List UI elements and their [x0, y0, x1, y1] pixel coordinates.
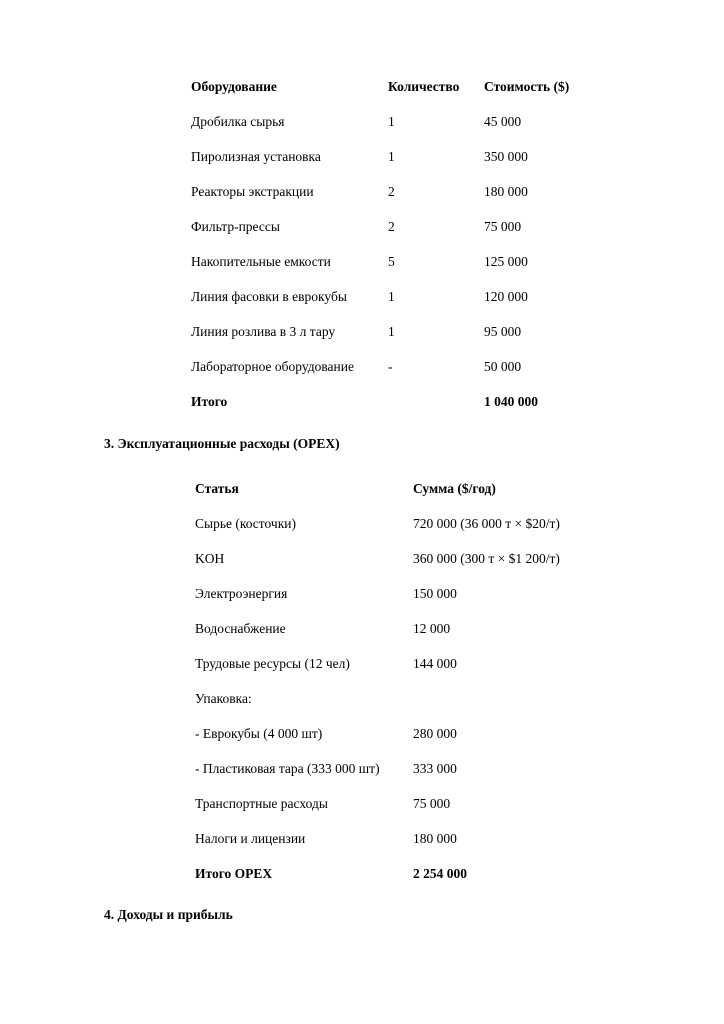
- equipment-cost: 75 000: [484, 218, 522, 234]
- table-row: [195, 611, 613, 646]
- opex-item: - Пластиковая тара (333 000 шт): [195, 760, 380, 776]
- equipment-name: Дробилка сырья: [191, 113, 285, 129]
- total-quantity: [388, 384, 484, 419]
- equipment-name: Фильтр-прессы: [191, 218, 280, 234]
- table-row: [191, 139, 604, 174]
- section-heading-opex: 3. Эксплуатационные расходы (OPEX): [104, 436, 340, 451]
- opex-item: Транспортные расходы: [195, 795, 328, 811]
- table-row: [191, 349, 604, 384]
- equipment-name: Пиролизная установка: [191, 148, 321, 164]
- opex-amount: 280 000: [413, 725, 457, 741]
- equipment-quantity: 2: [388, 183, 395, 199]
- opex-item: Трудовые ресурсы (12 чел): [195, 655, 350, 671]
- equipment-name: Реакторы экстракции: [191, 183, 314, 199]
- table-row: [191, 104, 604, 139]
- equipment-cost: 120 000: [484, 288, 528, 304]
- total-label: Итого: [191, 393, 228, 409]
- equipment-quantity: 2: [388, 218, 395, 234]
- equipment-quantity: 5: [388, 253, 395, 269]
- opex-item: Электроэнергия: [195, 585, 288, 601]
- opex-amount: 12 000: [413, 620, 451, 636]
- opex-item: Сырье (косточки): [195, 515, 296, 531]
- table-row: [191, 174, 604, 209]
- opex-amount: 180 000: [413, 830, 457, 846]
- opex-item: Водоснабжение: [195, 620, 286, 636]
- opex-amount: 333 000: [413, 760, 457, 776]
- total-cost: 1 040 000: [484, 393, 538, 409]
- column-header-item: Статья: [195, 480, 239, 496]
- equipment-name: Накопительные емкости: [191, 253, 331, 269]
- opex-table: [195, 471, 613, 891]
- total-label: Итого OPEX: [195, 865, 273, 881]
- table-row: [191, 279, 604, 314]
- equipment-quantity: 1: [388, 148, 395, 164]
- opex-item: Упаковка:: [195, 690, 252, 706]
- equipment-quantity: 1: [388, 323, 395, 339]
- equipment-table: [191, 69, 604, 419]
- table-header-row: [191, 69, 604, 104]
- table-row: [195, 646, 613, 681]
- column-header-amount: Сумма ($/год): [413, 480, 496, 496]
- table-total-row: [195, 856, 613, 891]
- column-header-equipment: Оборудование: [191, 78, 277, 94]
- equipment-cost: 125 000: [484, 253, 528, 269]
- opex-amount: 360 000 (300 т × $1 200/т): [413, 550, 560, 566]
- table-row: [195, 786, 613, 821]
- table-row: [195, 716, 613, 751]
- column-header-quantity: Количество: [388, 78, 460, 94]
- opex-amount: 720 000 (36 000 т × $20/т): [413, 515, 560, 531]
- equipment-quantity: 1: [388, 288, 395, 304]
- equipment-cost: 180 000: [484, 183, 528, 199]
- opex-amount: 150 000: [413, 585, 457, 601]
- equipment-quantity: 1: [388, 113, 395, 129]
- equipment-name: Линия розлива в 3 л тару: [191, 323, 336, 339]
- table-row: [191, 244, 604, 279]
- equipment-cost: 95 000: [484, 323, 522, 339]
- equipment-cost: 50 000: [484, 358, 522, 374]
- equipment-cost: 45 000: [484, 113, 522, 129]
- opex-amount: 75 000: [413, 795, 451, 811]
- opex-amount: 144 000: [413, 655, 457, 671]
- table-row: [195, 576, 613, 611]
- opex-item: KOH: [195, 550, 225, 566]
- table-header-row: [195, 471, 613, 506]
- equipment-cost: 350 000: [484, 148, 528, 164]
- table-row: [195, 681, 613, 716]
- table-row: [191, 314, 604, 349]
- opex-item: Налоги и лицензии: [195, 830, 306, 846]
- table-row: [195, 506, 613, 541]
- opex-item: - Еврокубы (4 000 шт): [195, 725, 323, 741]
- table-row: [191, 209, 604, 244]
- equipment-quantity: -: [388, 358, 393, 374]
- opex-amount: [413, 681, 613, 716]
- total-amount: 2 254 000: [413, 865, 467, 881]
- table-row: [195, 751, 613, 786]
- equipment-name: Лабораторное оборудование: [191, 358, 354, 374]
- table-row: [195, 821, 613, 856]
- column-header-cost: Стоимость ($): [484, 78, 570, 94]
- equipment-name: Линия фасовки в еврокубы: [191, 288, 347, 304]
- table-total-row: [191, 384, 604, 419]
- section-heading-revenue: 4. Доходы и прибыль: [104, 907, 233, 922]
- table-row: [195, 541, 613, 576]
